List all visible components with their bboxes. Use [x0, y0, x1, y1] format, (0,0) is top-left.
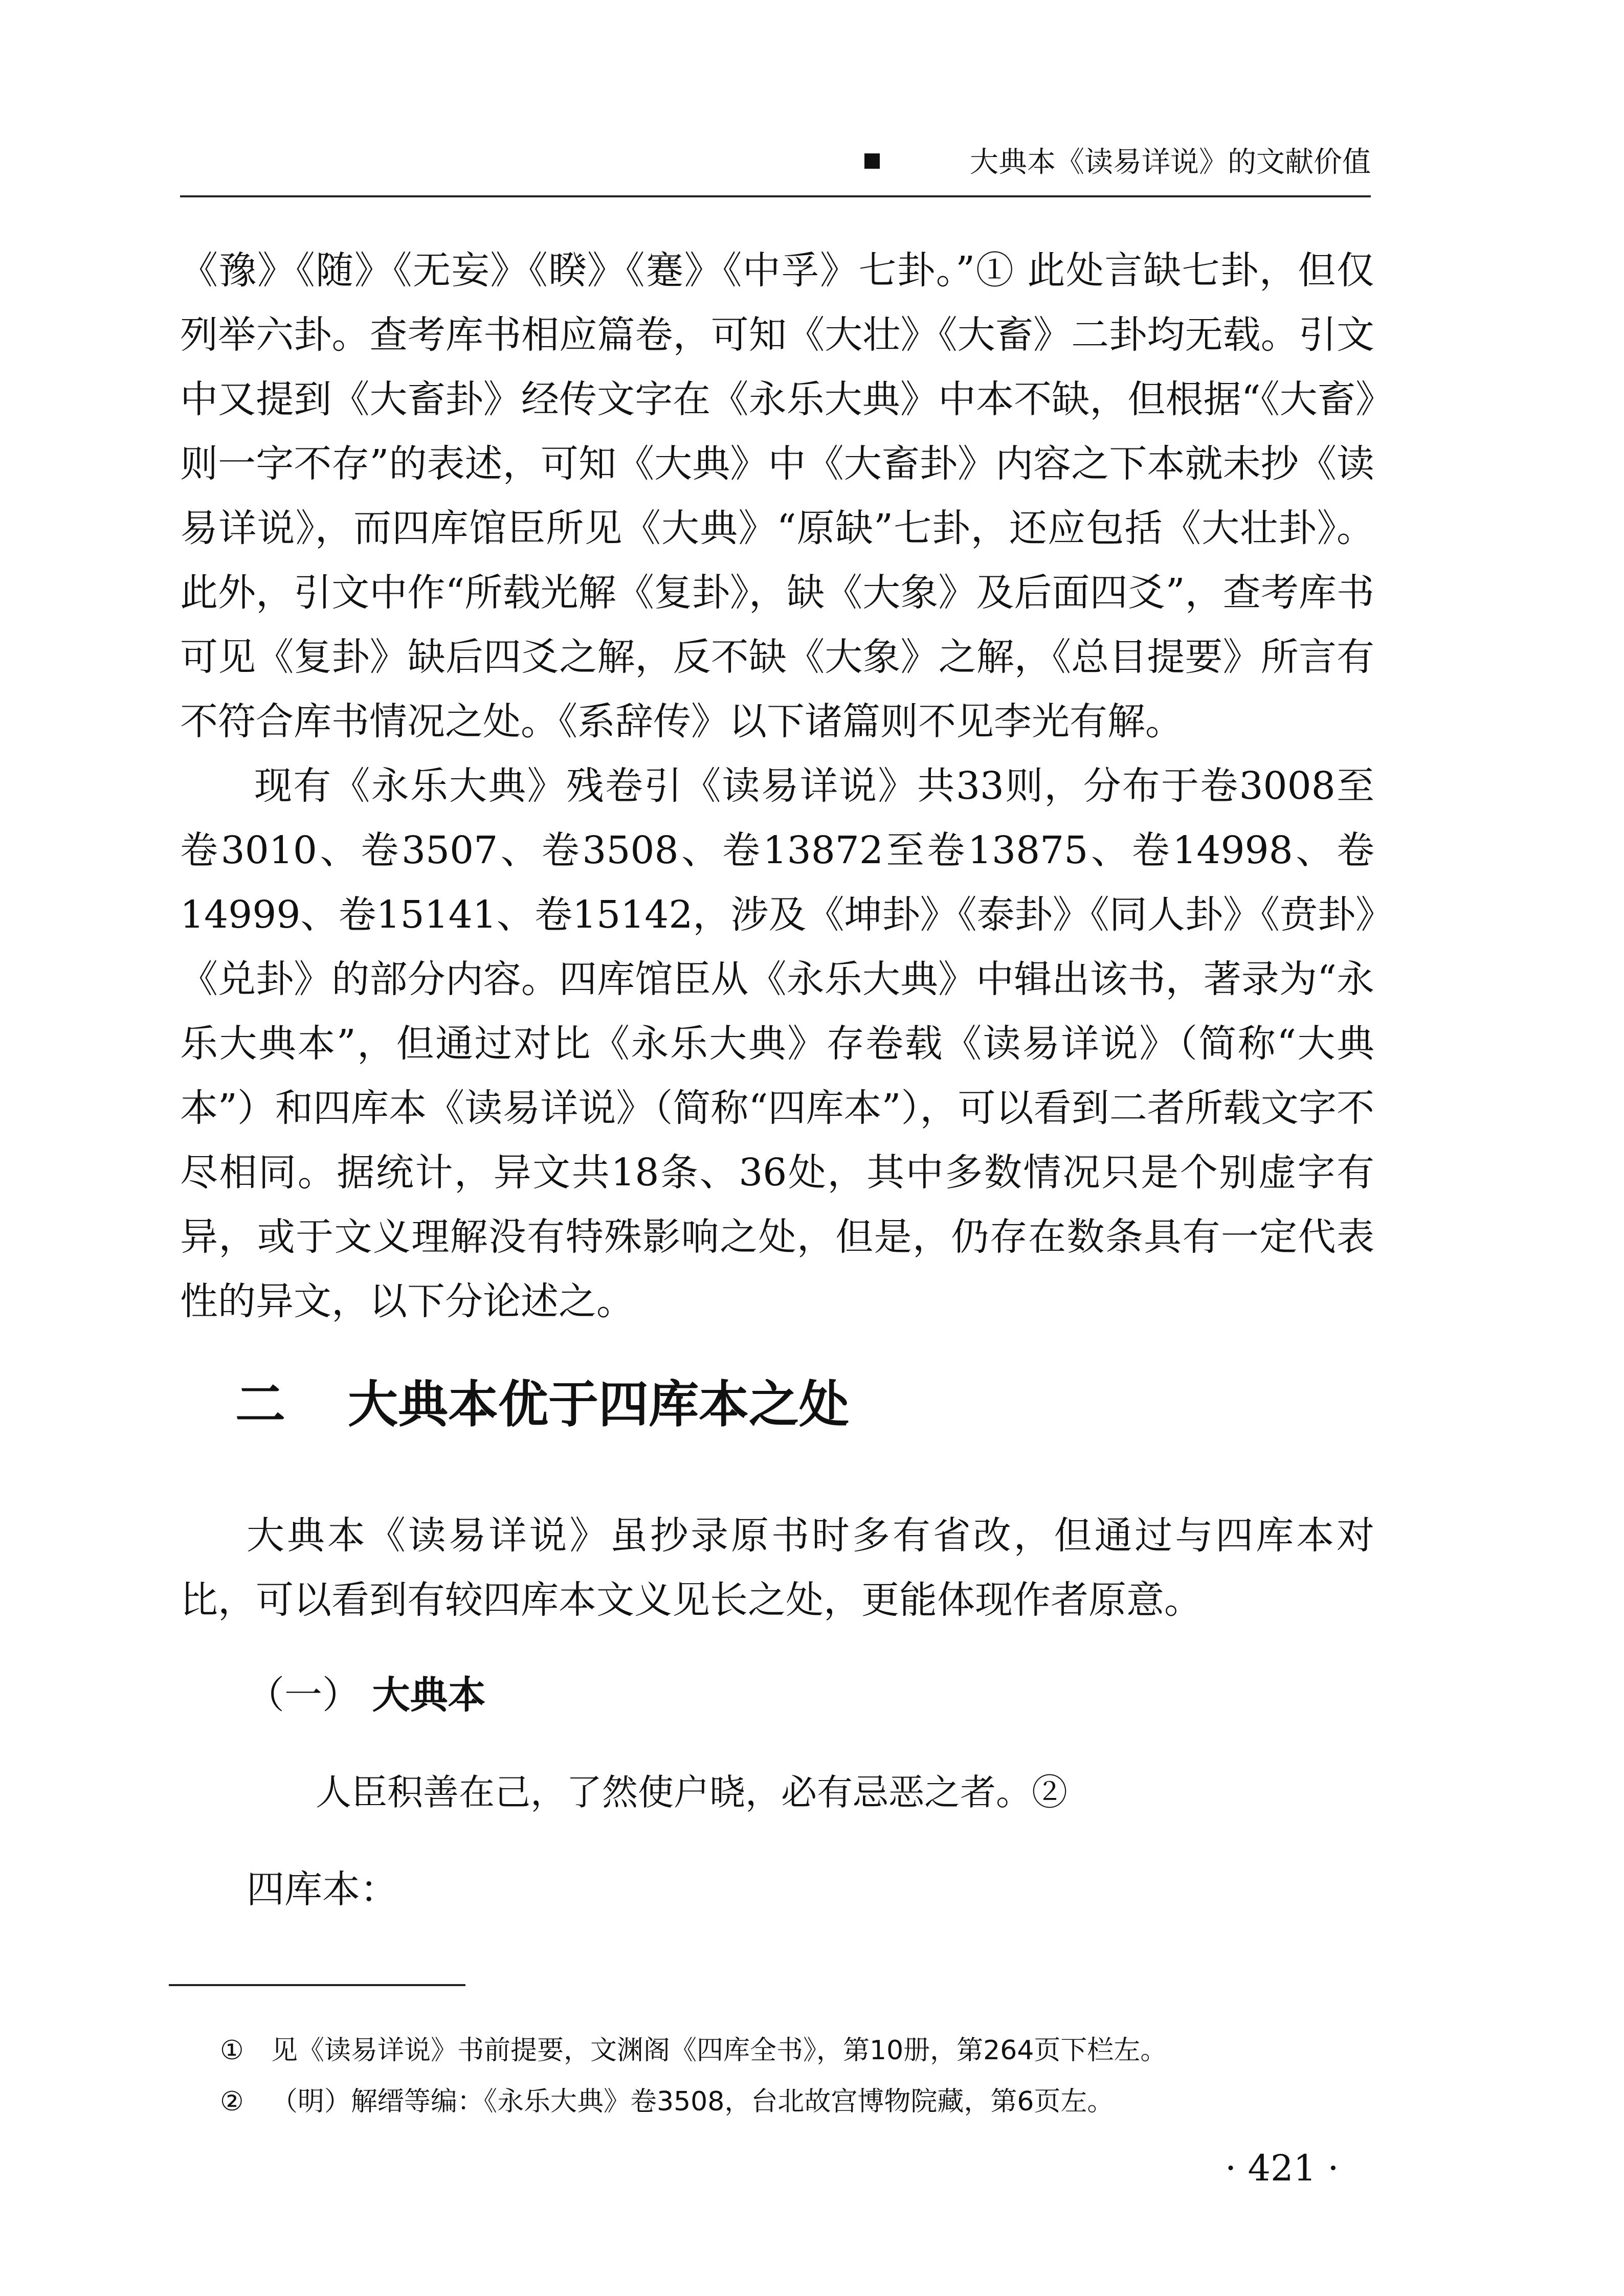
body-paragraph-3: 大典本《读易详说》虽抄录原书时多有省改，但通过与四库本对比，可以看到有较四库本文义见长之处，更能体现作者原意。 — [180, 1514, 1374, 1622]
square-bullet-icon — [864, 153, 880, 169]
subsection-heading — [247, 1667, 486, 1723]
block-quote: 人臣积善在己，了然使户晓，必有忌恶之者。② — [316, 1771, 1067, 1813]
subsection-label: 大典本 — [372, 1673, 486, 1717]
footnote — [220, 2025, 1167, 2076]
body-paragraph-1: 《豫》《随》《无妄》《睽》《蹇》《中孚》七卦。”① 此处言缺七卦，但仅列举六卦。查考库书相应篇卷，可知《大壮》《大畜》二卦均无载。引文中又提到《大畜卦》经传文字在《永乐大典》中本不缺，但根据“《大畜》则一字不存”的表述，可知《大典》中《大畜卦》内容之下本就未抄《读易详说》，而四库馆臣所见《大典》“原缺”七卦，还应包括《大壮卦》。此外，引文中作“所载光解《复卦》，缺《大象》及后面四爻”，查考库书可见《复卦》缺后四爻之解，反不缺《大象》之解，《总目提要》所言有不符合库书情况之处。《系辞传》以下诸篇则不见李光有解。 — [180, 249, 1374, 744]
siku-label: 四库本： — [247, 1867, 398, 1911]
section-heading — [235, 1371, 849, 1438]
page-number: · 421 · — [1225, 2147, 1339, 2189]
footnote-rule — [169, 1984, 465, 1986]
body-paragraph-2: 现有《永乐大典》残卷引《读易详说》共33则，分布于卷3008至卷3010、卷3507、卷3508、卷13872至卷13875、卷14998、卷14999、卷15141、卷15142，涉及《坤卦》《泰卦》《同人卦》《贲卦》《兑卦》的部分内容。四库馆臣从《永乐大典》中辑出该书，著录为“永乐大典本”，但通过对比《永乐大典》存卷载《读易详说》（简称“大典本”）和四库本《读易详说》（简称“四库本”），可以看到二者所载文字不尽相同。据统计，异文共18条、36处，其中多数情况只是个别虚字有异，或于文义理解没有特殊影响之处，但是，仍存在数条具有一定代表性的异文，以下分论述之。 — [180, 764, 1374, 1323]
section-title: 大典本优于四库本之处 — [348, 1376, 850, 1434]
subsection-number: （一） — [247, 1673, 360, 1717]
section-number: 二 — [235, 1376, 286, 1434]
running-header — [180, 134, 1371, 197]
footnote — [220, 2076, 1167, 2127]
footnote-text: （明）解缙等编：《永乐大典》卷3508，台北故宫博物院藏，第6页左。 — [271, 2086, 1114, 2117]
footnote-mark: ② — [220, 2086, 244, 2117]
footnote-text: 见《读易详说》书前提要，文渊阁《四库全书》，第10册，第264页下栏左。 — [271, 2035, 1167, 2066]
footnote-mark: ① — [220, 2035, 244, 2066]
footnotes — [220, 2025, 1167, 2127]
running-title: 大典本《读易详说》的文献价值 — [970, 146, 1371, 179]
